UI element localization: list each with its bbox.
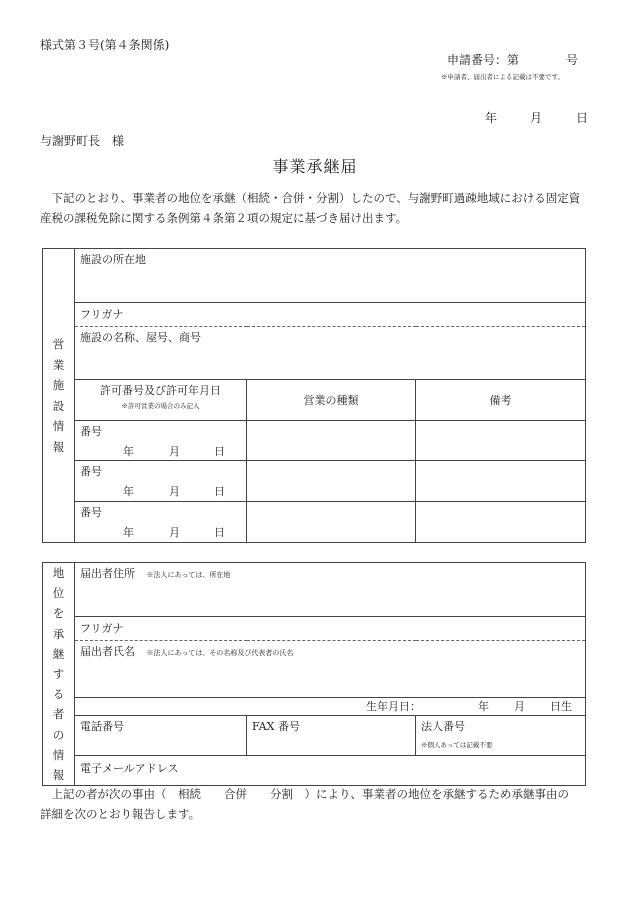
successor-side-label-cell bbox=[43, 563, 75, 786]
facility-side-label: 営 業 施 設 情 報 bbox=[52, 337, 65, 454]
phone-field[interactable] bbox=[75, 715, 247, 755]
email-label: 電子メールアドレス bbox=[80, 762, 179, 776]
permit-number-label: 番号 bbox=[80, 425, 102, 438]
business-type-field-3[interactable] bbox=[247, 502, 416, 543]
date-month-label: 月 bbox=[530, 111, 543, 125]
permit-header-cell bbox=[75, 380, 247, 421]
permit-note: ※許可営業の場合のみ記入 bbox=[121, 402, 200, 410]
facility-info-table bbox=[42, 248, 586, 543]
birthdate-row[interactable] bbox=[75, 697, 586, 715]
addressee: 与謝野町長 様 bbox=[40, 134, 125, 148]
date-day-label: 日 bbox=[576, 111, 589, 125]
fax-field[interactable] bbox=[247, 715, 416, 755]
facility-furigana-field[interactable] bbox=[75, 303, 586, 327]
intro-line-1: 下記のとおり、事業者の地位を承継（相続・合併・分割）したので、与謝野町過疎地域における固定資 bbox=[40, 191, 581, 205]
permit-header: 許可番号及び許可年月日 bbox=[100, 384, 221, 397]
successor-side-label: 地 位 を 承 継 す る 者 の 情 報 bbox=[52, 566, 65, 783]
facility-side-label-cell bbox=[43, 249, 75, 543]
email-field[interactable] bbox=[75, 756, 586, 786]
remarks-field-2[interactable] bbox=[416, 461, 586, 502]
successor-name-note: ※法人にあっては、その名称及び代表者の氏名 bbox=[146, 649, 294, 658]
facility-furigana-label: フリガナ bbox=[80, 308, 124, 321]
successor-address-field[interactable] bbox=[75, 563, 586, 617]
permit-number-label: 番号 bbox=[80, 506, 102, 519]
successor-info-table bbox=[42, 562, 586, 786]
form-number: 様式第３号(第４条関係) bbox=[40, 38, 170, 52]
intro-line-2: 産税の課税免除に関する条例第４条第２項の規定に基づき届け出ます。 bbox=[40, 211, 408, 225]
permit-number-field-3[interactable]: 番号 年 月 日 bbox=[75, 502, 247, 543]
corporate-number-label: 法人番号 bbox=[421, 719, 465, 733]
fax-label: FAX 番号 bbox=[252, 719, 300, 733]
corporate-number-field[interactable] bbox=[416, 715, 586, 755]
remarks-field-1[interactable] bbox=[416, 421, 586, 461]
remarks-header-cell bbox=[416, 380, 586, 421]
successor-furigana-field[interactable] bbox=[75, 617, 586, 641]
application-number-note: ※申請者、届出者による記載は不要です。 bbox=[441, 73, 564, 81]
corporate-number-note: ※個人あっては記載不要 bbox=[421, 740, 493, 749]
permit-number-field-1[interactable]: 番号 年 月 日 bbox=[75, 421, 247, 461]
successor-name-field[interactable] bbox=[75, 641, 586, 697]
date-year-label: 年 bbox=[485, 111, 498, 125]
application-number-prefix: 申請番号：第 bbox=[447, 53, 520, 67]
business-type-header-cell bbox=[247, 380, 416, 421]
remarks-field-3[interactable] bbox=[416, 502, 586, 543]
successor-furigana-label: フリガナ bbox=[80, 622, 124, 636]
business-type-field-2[interactable] bbox=[247, 461, 416, 502]
application-number-suffix: 号 bbox=[566, 53, 579, 67]
facility-location-label: 施設の所在地 bbox=[80, 253, 146, 266]
remarks-header: 備考 bbox=[489, 394, 512, 407]
page-title: 事業承継届 bbox=[272, 157, 358, 176]
birthdate-label: 生年月日： 年 月 日生 bbox=[366, 699, 573, 713]
phone-label: 電話番号 bbox=[80, 719, 124, 733]
successor-address-label: 届出者住所 ※法人にあっては、所在地 bbox=[80, 567, 231, 580]
facility-name-label: 施設の名称、屋号、商号 bbox=[80, 331, 201, 344]
facility-name-field[interactable] bbox=[75, 327, 586, 380]
business-type-field-1[interactable] bbox=[247, 421, 416, 461]
successor-address-note: ※法人にあっては、所在地 bbox=[146, 571, 231, 579]
reason-line-2: 詳細を次のとおり報告します。 bbox=[40, 807, 201, 821]
permit-number-label: 番号 bbox=[80, 465, 102, 478]
facility-location-field[interactable] bbox=[75, 249, 586, 303]
business-type-header: 営業の種類 bbox=[303, 394, 359, 407]
reason-line-1: 上記の者が次の事由（ 相続 合併 分割 ）により、事業者の地位を承継するため承継事由の bbox=[40, 787, 569, 801]
permit-number-field-2[interactable]: 番号 年 月 日 bbox=[75, 461, 247, 502]
successor-name-label: 届出者氏名 ※法人にあっては、その名称及び代表者の氏名 bbox=[80, 645, 294, 659]
